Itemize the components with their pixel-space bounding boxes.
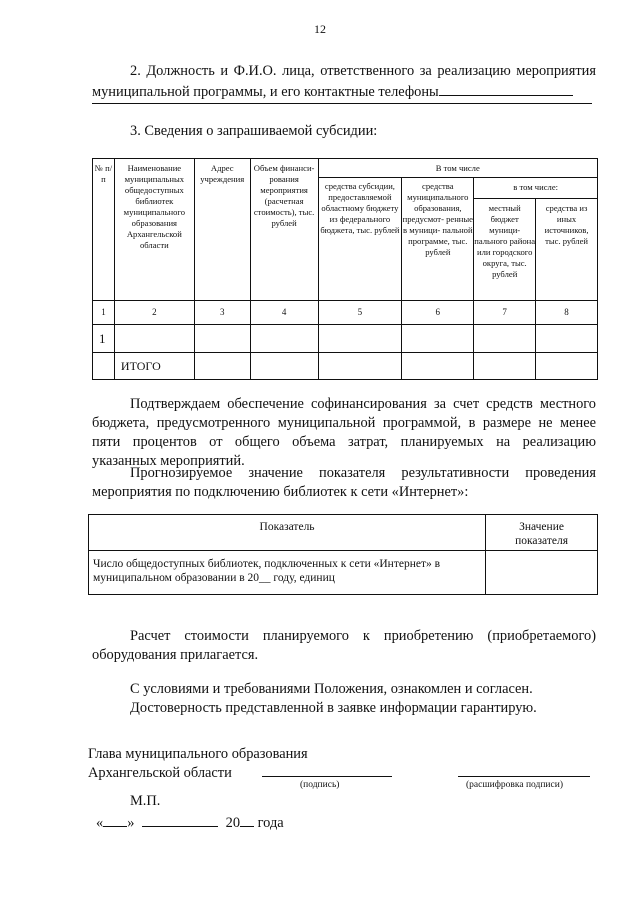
head-title-line1: Глава муниципального образования — [88, 746, 308, 762]
header-subsidy-funds: средства субсидии, предоставляемой областному бюджету из федерального бюджета, тыс. рублей — [318, 178, 402, 301]
confirm-line-4: указанных мероприятий. — [92, 453, 245, 469]
col-number-3: 3 — [194, 301, 250, 325]
header-other-sources: средства из иных источников, тыс. рублей — [536, 199, 598, 301]
section2-line2: муниципальной программы, и его контактные телефоны — [92, 81, 602, 102]
table-cell — [194, 325, 250, 353]
col-number-1: 1 — [93, 301, 115, 325]
col-number-5: 5 — [318, 301, 402, 325]
table-cell — [474, 353, 536, 380]
col-number-4: 4 — [250, 301, 318, 325]
table-cell — [536, 325, 598, 353]
conditions-line-2: Достоверность представленной в заявке информации гарантирую. — [130, 700, 537, 716]
subsidy-table — [92, 158, 598, 380]
table-cell — [250, 325, 318, 353]
table-cell — [318, 325, 402, 353]
row1-number: 1 — [93, 325, 115, 353]
header-num: № п/п — [93, 159, 115, 301]
header-including: В том числе — [318, 159, 597, 178]
indicator-value-cell — [486, 551, 598, 595]
date-line: « » 20 года — [96, 812, 316, 833]
forecast-line-2: мероприятия по подключению библиотек к сети «Интернет»: — [92, 484, 469, 500]
section2-line1: 2. Должность и Ф.И.О. лица, ответственного за реализацию мероприятия — [130, 63, 596, 79]
col-number-6: 6 — [402, 301, 474, 325]
header-library-name: Наименование муниципальных общедоступных библиотек муниципального образования Архангельской области — [114, 159, 194, 301]
date-day-field[interactable] — [103, 812, 127, 827]
total-label: ИТОГО — [114, 353, 194, 380]
table-cell — [114, 325, 194, 353]
header-local-budget: местный бюджет муници- пального района или городского округа, тыс. рублей — [474, 199, 536, 301]
col-number-7: 7 — [474, 301, 536, 325]
forecast-line-1: Прогнозируемое значение показателя результативности проведения — [130, 465, 596, 481]
indicator-header: Показатель — [89, 515, 486, 551]
date-month-field[interactable] — [142, 812, 218, 827]
col-number-8: 8 — [536, 301, 598, 325]
header-municipal-funds: средства муниципального образования, предусмот- ренные в муници- пальной программе, тыс. рублей — [402, 178, 474, 301]
table-cell — [402, 353, 474, 380]
confirm-line-2: бюджета, предусмотренного муниципальной программой, в размере не менее — [92, 415, 596, 431]
header-address: Адрес учреждения — [194, 159, 250, 301]
conditions-line-1: С условиями и требованиями Положения, ознакомлен и согласен. — [130, 681, 533, 697]
date-year-field[interactable] — [240, 812, 254, 827]
table-cell — [474, 325, 536, 353]
calc-line-1: Расчет стоимости планируемого к приобретению (приобретаемого) — [130, 628, 596, 644]
table-cell — [318, 353, 402, 380]
signature-line[interactable] — [262, 776, 392, 777]
indicator-table — [88, 514, 598, 595]
signature-decode-line[interactable] — [458, 776, 590, 777]
indicator-row-text: Число общедоступных библиотек, подключенных к сети «Интернет» в муниципальном образовании в 20__ году, единиц — [89, 551, 486, 595]
value-header: Значение показателя — [486, 515, 598, 551]
section3-title: 3. Сведения о запрашиваемой субсидии: — [130, 123, 378, 139]
decode-caption: (расшифровка подписи) — [466, 780, 563, 790]
calc-line-2: оборудования прилагается. — [92, 647, 259, 663]
signature-caption: (подпись) — [300, 780, 340, 790]
confirm-line-3: пяти процентов от общего объема затрат, планируемых на реализацию — [92, 434, 596, 450]
table-cell — [194, 353, 250, 380]
page-number: 12 — [314, 22, 326, 36]
table-cell — [250, 353, 318, 380]
confirm-line-1: Подтверждаем обеспечение софинансирования за счет средств местного — [130, 396, 596, 412]
contact-fill-line — [92, 103, 592, 104]
table-cell — [536, 353, 598, 380]
stamp-label: М.П. — [130, 793, 161, 809]
header-funding-volume: Объем финанси- рования мероприятия (расчетная стоимость), тыс. рублей — [250, 159, 318, 301]
head-title-line2: Архангельской области — [88, 765, 232, 781]
header-including-2: в том числе: — [474, 178, 598, 199]
col-number-2: 2 — [114, 301, 194, 325]
table-cell — [93, 353, 115, 380]
table-cell — [402, 325, 474, 353]
